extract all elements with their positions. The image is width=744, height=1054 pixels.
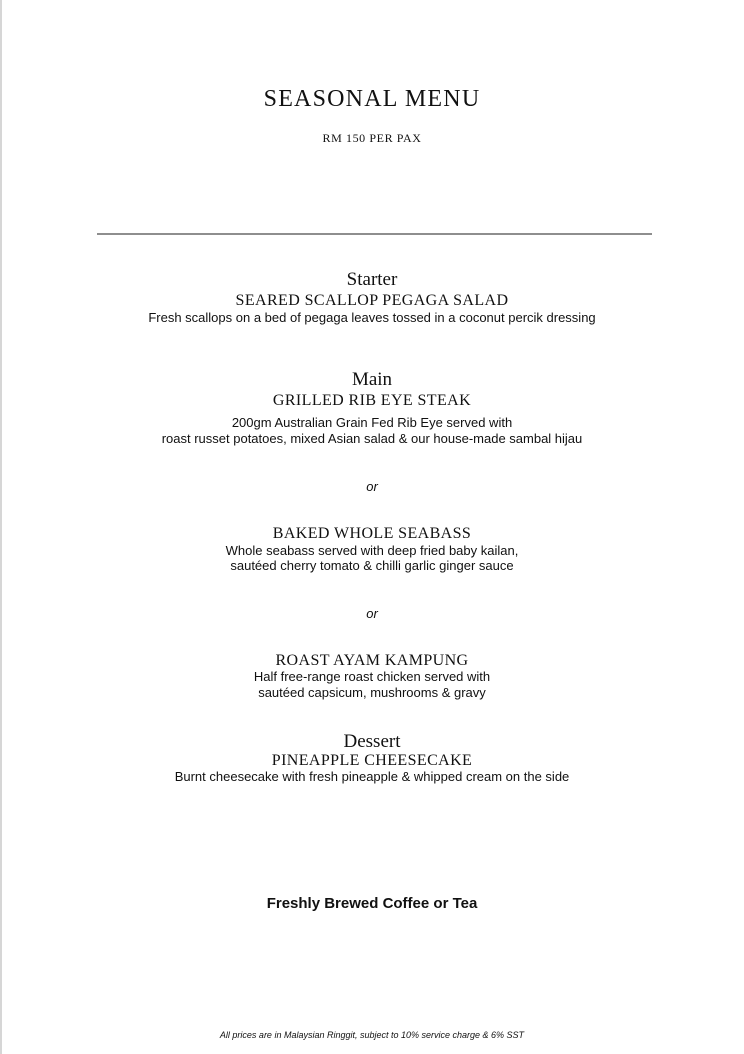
menu-price: RM 150 PER PAX	[322, 131, 422, 145]
dish-name-main-2: BAKED WHOLE SEABASS	[272, 525, 472, 542]
dish-description-main-1-line-1: 200gm Australian Grain Fed Rib Eye served with	[231, 415, 513, 430]
divider-line	[97, 233, 652, 235]
dish-description-dessert: Burnt cheesecake with fresh pineapple & whipped cream on the side	[174, 769, 570, 784]
menu-title: SEASONAL MENU	[263, 86, 481, 112]
dish-name-main-3: ROAST AYAM KAMPUNG	[275, 652, 469, 669]
dish-description-starter: Fresh scallops on a bed of pegaga leaves tossed in a coconut percik dressing	[148, 310, 596, 325]
dish-name-main-1: GRILLED RIB EYE STEAK	[272, 392, 472, 409]
course-heading-dessert: Dessert	[343, 731, 401, 752]
dish-description-main-1-line-2: roast russet potatoes, mixed Asian salad & our house-made sambal hijau	[161, 431, 583, 446]
dish-name-starter: SEARED SCALLOP PEGAGA SALAD	[235, 292, 509, 309]
course-heading-main: Main	[351, 369, 393, 390]
or-separator-2: or	[366, 606, 378, 621]
dish-description-main-3-line-1: Half free-range roast chicken served with	[253, 669, 491, 684]
or-separator-1: or	[366, 479, 378, 494]
dish-description-main-2-line-1: Whole seabass served with deep fried baby kailan,	[225, 543, 519, 558]
price-footnote: All prices are in Malaysian Ringgit, subject to 10% service charge & 6% SST	[219, 1030, 525, 1040]
dish-description-main-2-line-2: sautéed cherry tomato & chilli garlic ginger sauce	[230, 558, 514, 573]
dish-name-dessert: PINEAPPLE CHEESECAKE	[271, 752, 473, 769]
dish-description-main-3-line-2: sautéed capsicum, mushrooms & gravy	[258, 685, 486, 700]
course-heading-starter: Starter	[346, 269, 398, 290]
beverage-line: Freshly Brewed Coffee or Tea	[266, 895, 478, 912]
